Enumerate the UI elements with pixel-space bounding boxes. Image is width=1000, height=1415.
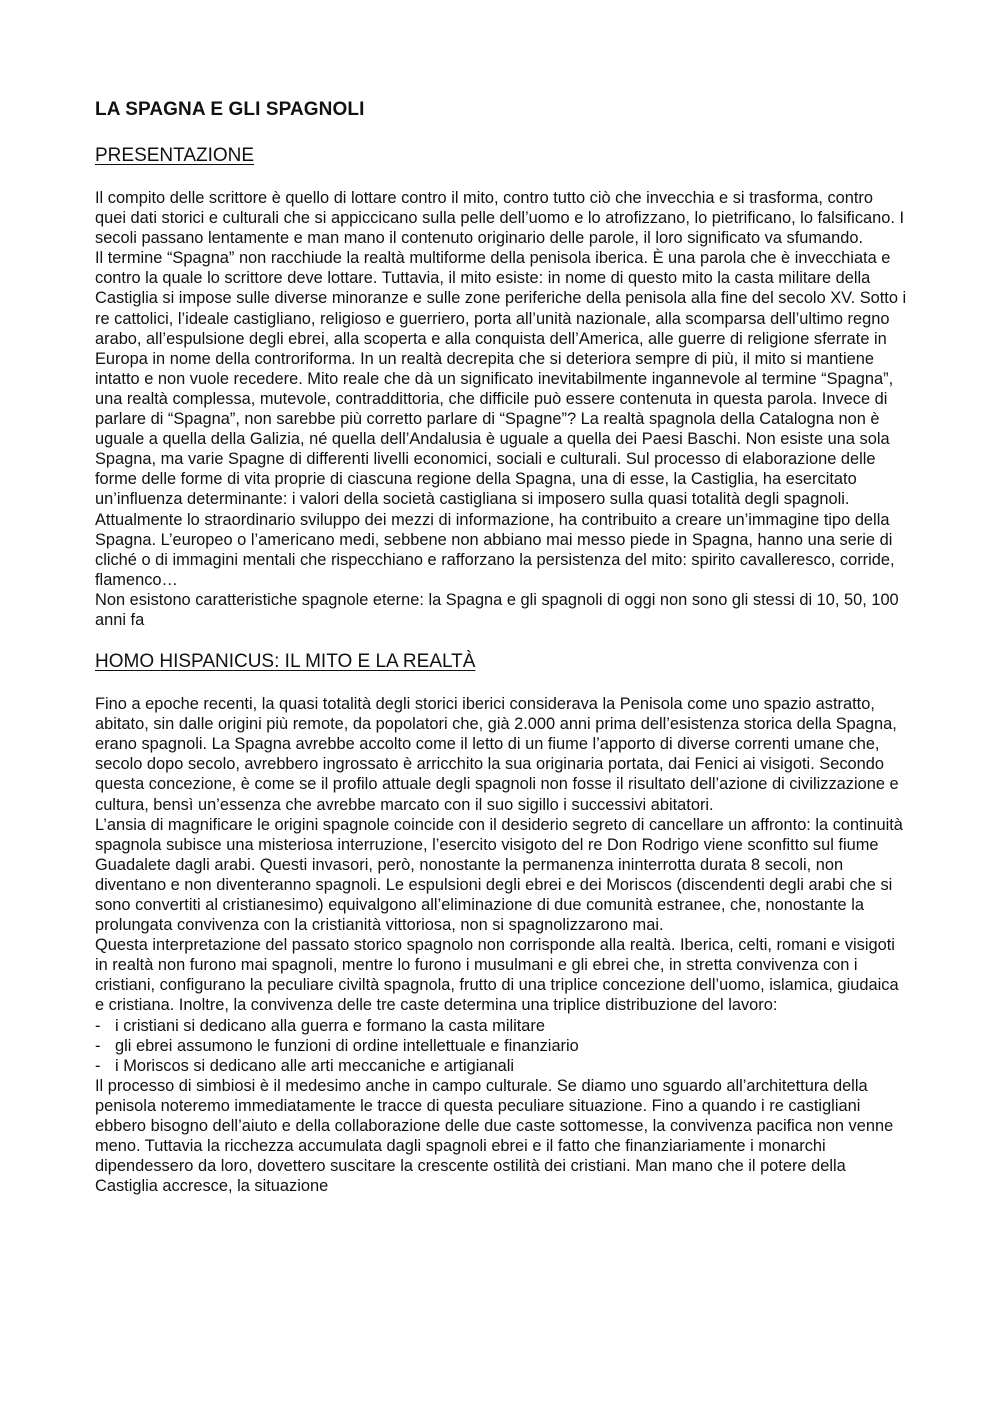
section-heading-presentazione: PRESENTAZIONE [95,145,255,166]
list-item [95,1056,907,1076]
dash-bullet-icon: - [95,1056,101,1075]
paragraph: Il compito delle scrittore è quello di lottare contro il mito, contro tutto ciò che invecchia e si trasforma, contro quei dati storici e culturali che si appiccicano sulla pelle dell’uomo e lo atrofizzano, lo pietrificano, lo falsificano. I secoli passano lentamente e man mano il contenuto originario delle parole, il loro significato va sfumando. [95,189,905,248]
section-heading-homo-hispanicus: HOMO HISPANICUS: IL MITO E LA REALTÀ [95,651,476,673]
list-item-text: i Moriscos si dedicano alle arti meccaniche e artigianali [115,1056,515,1075]
labor-distribution-list [95,1016,907,1076]
paragraph: Fino a epoche recenti, la quasi totalità degli storici iberici considerava la Penisola come uno spazio astratto, abitato, sin dalle origini più remote, da popolatori che, già 2.000 anni prima dell’esistenza storica della Spagna, erano spagnoli. La Spagna avrebbe accolto come il letto di un fiume l’apporto di diverse correnti umane che, secolo dopo secolo, avrebbero ingrossato è arricchito la sua originaria portata, dai Fenici ai visigoti. Secondo questa concezione, è come se il profilo attuale degli spagnoli non fosse il risultato dell’azione di civilizzazione e cultura, bensì un’essenza che avrebbe marcato con il suo sigillo i successivi abitatori. [95,695,899,814]
paragraph: Questa interpretazione del passato storico spagnolo non corrisponde alla realtà. Iberica, celti, romani e visigoti in realtà non furono mai spagnoli, mentre lo furono i musulmani e gli ebrei che, in stretta convivenza con i cristiani, configurano la peculiare civiltà spagnola, frutto di una triplice concezione dell’uomo, islamica, giudaica e cristiana. Inoltre, la convivenza delle tre caste determina una triplice distribuzione del lavoro: [95,936,899,1015]
paragraph: L’ansia di magnificare le origini spagnole coincide con il desiderio segreto di cancellare un affronto: la continuità spagnola subisce una misteriosa interruzione, l’esercito visigoto del re Don Rodrigo viene sconfitto sul fiume Guadalete dagli arabi. Questi invasori, però, nonostante la permanenza ininterrotta durata 8 secoli, non diventano e non diventeranno spagnoli. Le espulsioni degli ebrei e dei Moriscos (discendenti degli arabi che si sono convertiti al cristianesimo) equivalgono all’eliminazione di due comunità estranee, che, nonostante la prolungata convivenza con la cristianità vittoriosa, non si spagnolizzarono mai. [95,815,903,935]
dash-bullet-icon: - [95,1016,101,1035]
document-title: LA SPAGNA E GLI SPAGNOLI [95,99,365,120]
list-item-text: i cristiani si dedicano alla guerra e formano la casta militare [115,1016,545,1035]
paragraph: Il processo di simbiosi è il medesimo anche in campo culturale. Se diamo uno sguardo all’architettura della penisola noteremo immediatamente le tracce di questa peculiare situazione. Fino a quando i re castigliani ebbero bisogno dell’aiuto e della collaborazione delle due caste sottomesse, la convivenza pacifica non venne meno. Tuttavia la ricchezza accumulata dagli spagnoli ebrei e il fatto che finanziariamente i monarchi dipendessero da loro, dovettero suscitare la crescente ostilità dei cristiani. Man mano che il potere della Castiglia accresce, la situazione [95,1076,894,1196]
list-item [95,1036,907,1056]
paragraph: Non esistono caratteristiche spagnole eterne: la Spagna e gli spagnoli di oggi non sono gli stessi di 10, 50, 100 anni fa [95,590,899,629]
section-body-presentazione [95,188,907,630]
dash-bullet-icon: - [95,1036,101,1055]
paragraph: Attualmente lo straordinario sviluppo dei mezzi di informazione, ha contribuito a creare un’immagine tipo della Spagna. L’europeo o l’americano medi, sebbene non abbiano mai messo piede in Spagna, hanno una serie di cliché o di immagini mentali che rispecchiano e rafforzano la persistenza del mito: spirito cavalleresco, corride, flamenco… [95,510,895,589]
list-item-text: gli ebrei assumono le funzioni di ordine intellettuale e finanziario [115,1036,579,1055]
list-item [95,1016,907,1036]
paragraph: Il termine “Spagna” non racchiude la realtà multiforme della penisola iberica. È una parola che è invecchiata e contro la quale lo scrittore deve lottare. Tuttavia, il mito esiste: in nome di questo mito la casta militare della Castiglia si impose sulle diverse minoranze e sulle zone periferiche della penisola alla fine del secolo XV. Sotto i re cattolici, l’ideale castigliano, religioso e guerriero, porta all’unità nazionale, alla scomparsa dell’ultimo regno arabo, all’espulsione degli ebrei, alla scoperta e alla conquista dell’America, alle guerre di religione sferrate in Europa in nome della controriforma. In un realtà decrepita che si deteriora sempre di più, il mito si mantiene intatto e non vuole recedere. Mito reale che dà un significato inevitabilmente ingannevole al termine “Spagna”, una realtà complessa, mutevole, contraddittoria, che difficile può essere contenuta in questa parola. Invece di parlare di “Spagna”, non sarebbe più corretto parlare di “Spagne”? La realtà spagnola della Catalogna non è uguale a quella della Galizia, né quella dell’Andalusia è uguale a quella dei Paesi Baschi. Non esiste una sola Spagna, ma varie Spagne di differenti livelli economici, sociali e culturali. Sul processo di elaborazione delle forme delle forme di vita proprie di ciascuna regione della Spagna, una di esse, la Castiglia, ha esercitato un’influenza determinante: i valori della società castigliana si imposero sulla quasi totalità degli spagnoli. [95,249,907,509]
document-page [95,98,907,1196]
section-body-homo-hispanicus [95,694,907,1196]
